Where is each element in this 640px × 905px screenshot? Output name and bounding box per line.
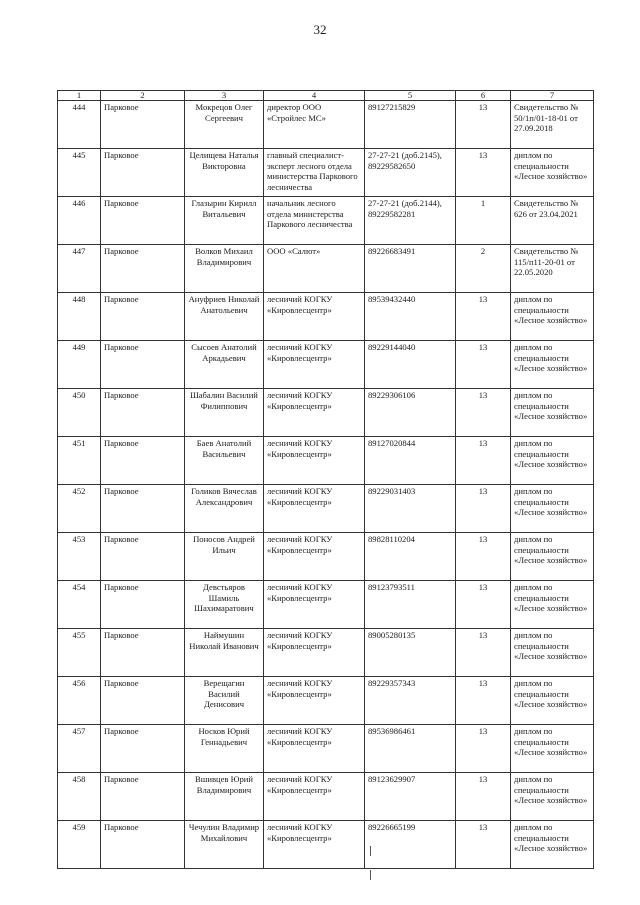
cell-number: 447 [58, 245, 101, 293]
column-header-3: 3 [185, 91, 264, 101]
registry-table [57, 90, 594, 869]
cell-full-name: Носков Юрий Геннадьевич [185, 725, 264, 773]
table-row [58, 341, 594, 389]
cell-code: 13 [456, 341, 511, 389]
header-row [58, 91, 594, 101]
cell-area: Парковое [101, 581, 185, 629]
cell-position: главный специалист-эксперт лесного отдела министерства Паркового лесничества [264, 149, 365, 197]
cell-position: лесничий КОГКУ «Кировлесцентр» [264, 533, 365, 581]
cell-number: 449 [58, 341, 101, 389]
cell-code: 13 [456, 101, 511, 149]
cell-position: начальник лесного отдела министерства Паркового лесничества [264, 197, 365, 245]
cell-position: лесничий КОГКУ «Кировлесцентр» [264, 773, 365, 821]
cell-phone: 89229306106 [365, 389, 456, 437]
cell-full-name: Девстьяров Шамиль Шахимаратович [185, 581, 264, 629]
cell-full-name: Мокрецов Олег Сергеевич [185, 101, 264, 149]
cell-position: лесничий КОГКУ «Кировлесцентр» [264, 725, 365, 773]
cell-phone: 27-27-21 (доб.2144), 89229582281 [365, 197, 456, 245]
cell-code: 13 [456, 389, 511, 437]
cell-area: Парковое [101, 197, 185, 245]
cell-document: диплом по специальности «Лесное хозяйство» [511, 149, 594, 197]
cell-document: диплом по специальности «Лесное хозяйство» [511, 581, 594, 629]
cell-area: Парковое [101, 389, 185, 437]
cell-code: 13 [456, 293, 511, 341]
cell-area: Парковое [101, 101, 185, 149]
cell-number: 456 [58, 677, 101, 725]
table-row [58, 677, 594, 725]
cell-area: Парковое [101, 629, 185, 677]
cell-phone: 89123793511 [365, 581, 456, 629]
cell-full-name: Сысоев Анатолий Аркадьевич [185, 341, 264, 389]
cell-phone: 89229031403 [365, 485, 456, 533]
cell-position: лесничий КОГКУ «Кировлесцентр» [264, 821, 365, 869]
cell-document: Свидетельство № 115/п11-20-01 от 22.05.2020 [511, 245, 594, 293]
table-row [58, 437, 594, 485]
cell-position: лесничий КОГКУ «Кировлесцентр» [264, 485, 365, 533]
cell-area: Парковое [101, 677, 185, 725]
column-header-1: 1 [58, 91, 101, 101]
column-header-5: 5 [365, 91, 456, 101]
cell-position: лесничий КОГКУ «Кировлесцентр» [264, 581, 365, 629]
cell-position: лесничий КОГКУ «Кировлесцентр» [264, 389, 365, 437]
cell-code: 13 [456, 581, 511, 629]
cell-full-name: Глазырин Кирилл Витальевич [185, 197, 264, 245]
table-row [58, 293, 594, 341]
column-header-2: 2 [101, 91, 185, 101]
cell-number: 445 [58, 149, 101, 197]
table-row [58, 389, 594, 437]
cell-phone: 89127020844 [365, 437, 456, 485]
cell-document: диплом по специальности «Лесное хозяйство» [511, 293, 594, 341]
cell-full-name: Наймушин Николай Иванович [185, 629, 264, 677]
cell-number: 457 [58, 725, 101, 773]
cell-area: Парковое [101, 293, 185, 341]
cell-phone: 27-27-21 (доб.2145), 89229582650 [365, 149, 456, 197]
cell-number: 453 [58, 533, 101, 581]
cell-full-name: Поносов Андрей Ильич [185, 533, 264, 581]
cell-code: 13 [456, 533, 511, 581]
scan-artifact [370, 846, 371, 856]
cell-document: диплом по специальности «Лесное хозяйство» [511, 533, 594, 581]
table-body [58, 101, 594, 869]
cell-full-name: Чечулин Владимир Михайлович [185, 821, 264, 869]
cell-full-name: Вшивцев Юрий Владимирович [185, 773, 264, 821]
cell-position: лесничий КОГКУ «Кировлесцентр» [264, 341, 365, 389]
cell-area: Парковое [101, 773, 185, 821]
cell-document: диплом по специальности «Лесное хозяйство» [511, 341, 594, 389]
table-row [58, 821, 594, 869]
cell-number: 454 [58, 581, 101, 629]
cell-position: лесничий КОГКУ «Кировлесцентр» [264, 437, 365, 485]
table-row [58, 149, 594, 197]
cell-document: Свидетельство № 626 от 23.04.2021 [511, 197, 594, 245]
cell-number: 452 [58, 485, 101, 533]
cell-position: лесничий КОГКУ «Кировлесцентр» [264, 629, 365, 677]
cell-code: 13 [456, 725, 511, 773]
cell-full-name: Целищева Наталья Викторовна [185, 149, 264, 197]
cell-full-name: Баев Анатолий Васильевич [185, 437, 264, 485]
cell-code: 13 [456, 149, 511, 197]
cell-code: 13 [456, 485, 511, 533]
cell-number: 451 [58, 437, 101, 485]
column-header-7: 7 [511, 91, 594, 101]
cell-document: Свидетельство № 50/1п/01-18-01 от 27.09.2018 [511, 101, 594, 149]
cell-full-name: Голиков Вячеслав Александрович [185, 485, 264, 533]
cell-number: 459 [58, 821, 101, 869]
cell-document: диплом по специальности «Лесное хозяйство» [511, 677, 594, 725]
cell-area: Парковое [101, 149, 185, 197]
cell-code: 1 [456, 197, 511, 245]
table-row [58, 245, 594, 293]
cell-full-name: Шабалин Василий Филиппович [185, 389, 264, 437]
table-row [58, 197, 594, 245]
cell-full-name: Волков Михаил Владимирович [185, 245, 264, 293]
column-header-4: 4 [264, 91, 365, 101]
cell-position: директор ООО «Стройлес МС» [264, 101, 365, 149]
cell-number: 448 [58, 293, 101, 341]
cell-phone: 89226683491 [365, 245, 456, 293]
page-number: 32 [313, 22, 327, 37]
cell-document: диплом по специальности «Лесное хозяйство» [511, 629, 594, 677]
cell-phone: 89828110204 [365, 533, 456, 581]
cell-code: 13 [456, 677, 511, 725]
cell-document: диплом по специальности «Лесное хозяйство» [511, 485, 594, 533]
cell-number: 444 [58, 101, 101, 149]
column-header-6: 6 [456, 91, 511, 101]
cell-position: ООО «Салют» [264, 245, 365, 293]
cell-phone: 89226665199 [365, 821, 456, 869]
cell-full-name: Верещагин Василий Денисович [185, 677, 264, 725]
table-row [58, 629, 594, 677]
cell-phone: 89005280135 [365, 629, 456, 677]
cell-area: Парковое [101, 821, 185, 869]
cell-area: Парковое [101, 341, 185, 389]
cell-document: диплом по специальности «Лесное хозяйство» [511, 437, 594, 485]
cell-phone: 89539432440 [365, 293, 456, 341]
cell-position: лесничий КОГКУ «Кировлесцентр» [264, 293, 365, 341]
cell-code: 13 [456, 437, 511, 485]
cell-number: 450 [58, 389, 101, 437]
cell-area: Парковое [101, 725, 185, 773]
cell-code: 2 [456, 245, 511, 293]
cell-area: Парковое [101, 485, 185, 533]
cell-phone: 89536986461 [365, 725, 456, 773]
table-row [58, 581, 594, 629]
table-row [58, 533, 594, 581]
cell-phone: 89229357343 [365, 677, 456, 725]
cell-document: диплом по специальности «Лесное хозяйство» [511, 389, 594, 437]
cell-number: 455 [58, 629, 101, 677]
table-row [58, 773, 594, 821]
table-row [58, 725, 594, 773]
cell-code: 13 [456, 629, 511, 677]
table-row [58, 101, 594, 149]
cell-area: Парковое [101, 533, 185, 581]
cell-document: диплом по специальности «Лесное хозяйство» [511, 773, 594, 821]
cell-code: 13 [456, 773, 511, 821]
cell-phone: 89229144040 [365, 341, 456, 389]
scan-artifact [370, 870, 371, 880]
cell-full-name: Ануфриев Николай Анатольевич [185, 293, 264, 341]
cell-area: Парковое [101, 245, 185, 293]
cell-number: 446 [58, 197, 101, 245]
cell-document: диплом по специальности «Лесное хозяйство» [511, 821, 594, 869]
cell-phone: 89127215829 [365, 101, 456, 149]
cell-position: лесничий КОГКУ «Кировлесцентр» [264, 677, 365, 725]
cell-code: 13 [456, 821, 511, 869]
cell-number: 458 [58, 773, 101, 821]
cell-document: диплом по специальности «Лесное хозяйство» [511, 725, 594, 773]
cell-phone: 89123629907 [365, 773, 456, 821]
cell-area: Парковое [101, 437, 185, 485]
table-row [58, 485, 594, 533]
